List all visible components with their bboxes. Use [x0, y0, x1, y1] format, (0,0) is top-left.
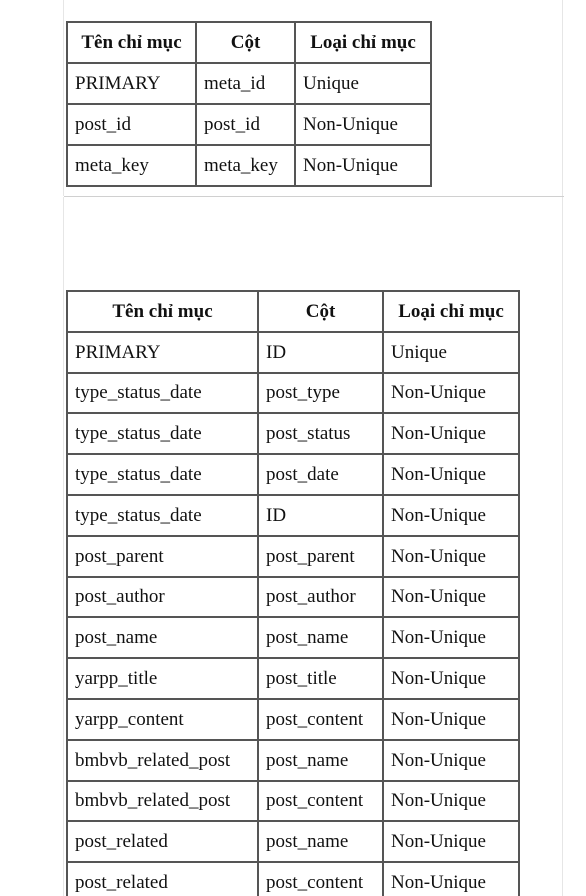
cell-column: post_content — [258, 862, 383, 896]
cell-index-name: yarpp_title — [67, 658, 258, 699]
cell-column: ID — [258, 332, 383, 373]
cell-index-type: Non-Unique — [383, 862, 519, 896]
header-index-name: Tên chỉ mục — [67, 291, 258, 332]
cell-index-name: type_status_date — [67, 373, 258, 414]
table-row — [67, 495, 519, 536]
cell-index-type: Non-Unique — [383, 373, 519, 414]
table-row — [67, 740, 519, 781]
postmeta-index-table — [66, 21, 432, 187]
cell-column: post_content — [258, 781, 383, 822]
table-header-row — [67, 291, 519, 332]
table-row — [67, 577, 519, 618]
table-row — [67, 781, 519, 822]
cell-index-name: PRIMARY — [67, 63, 196, 104]
cell-index-type: Non-Unique — [383, 658, 519, 699]
table-row — [67, 145, 431, 186]
cell-index-name: post_name — [67, 617, 258, 658]
content-border-right — [562, 0, 563, 196]
cell-column: meta_key — [196, 145, 295, 186]
cell-index-name: type_status_date — [67, 454, 258, 495]
cell-column: post_title — [258, 658, 383, 699]
cell-index-name: post_id — [67, 104, 196, 145]
table-row — [67, 617, 519, 658]
cell-column: post_author — [258, 577, 383, 618]
content-border-left — [63, 0, 64, 196]
cell-index-type: Non-Unique — [383, 617, 519, 658]
cell-index-type: Non-Unique — [383, 821, 519, 862]
cell-index-name: post_related — [67, 862, 258, 896]
cell-index-name: post_related — [67, 821, 258, 862]
cell-index-name: meta_key — [67, 145, 196, 186]
cell-index-type: Unique — [383, 332, 519, 373]
cell-index-type: Non-Unique — [383, 699, 519, 740]
cell-index-name: PRIMARY — [67, 332, 258, 373]
table-row — [67, 821, 519, 862]
content-border-left — [63, 197, 64, 896]
cell-column: post_parent — [258, 536, 383, 577]
cell-index-name: bmbvb_related_post — [67, 740, 258, 781]
table-row — [67, 332, 519, 373]
table-header-row — [67, 22, 431, 63]
cell-column: post_content — [258, 699, 383, 740]
header-index-name: Tên chỉ mục — [67, 22, 196, 63]
table-row — [67, 454, 519, 495]
posts-index-table — [66, 290, 520, 896]
cell-index-type: Non-Unique — [383, 495, 519, 536]
content-border-right — [562, 197, 563, 896]
cell-column: post_name — [258, 617, 383, 658]
table-row — [67, 862, 519, 896]
header-index-type: Loại chỉ mục — [383, 291, 519, 332]
table-row — [67, 658, 519, 699]
cell-column: ID — [258, 495, 383, 536]
cell-index-type: Non-Unique — [383, 454, 519, 495]
header-index-type: Loại chỉ mục — [295, 22, 431, 63]
cell-index-type: Non-Unique — [383, 413, 519, 454]
cell-column: post_id — [196, 104, 295, 145]
cell-index-type: Non-Unique — [383, 577, 519, 618]
cell-index-type: Non-Unique — [383, 781, 519, 822]
cell-column: post_name — [258, 821, 383, 862]
cell-index-name: post_author — [67, 577, 258, 618]
cell-index-name: yarpp_content — [67, 699, 258, 740]
cell-index-name: post_parent — [67, 536, 258, 577]
section-divider — [64, 196, 564, 197]
cell-column: post_name — [258, 740, 383, 781]
header-column: Cột — [196, 22, 295, 63]
cell-column: post_date — [258, 454, 383, 495]
cell-index-name: type_status_date — [67, 413, 258, 454]
cell-index-type: Non-Unique — [295, 104, 431, 145]
cell-column: meta_id — [196, 63, 295, 104]
cell-index-name: bmbvb_related_post — [67, 781, 258, 822]
cell-column: post_type — [258, 373, 383, 414]
table-row — [67, 413, 519, 454]
table-row — [67, 536, 519, 577]
cell-index-type: Unique — [295, 63, 431, 104]
table-row — [67, 104, 431, 145]
header-column: Cột — [258, 291, 383, 332]
cell-index-type: Non-Unique — [383, 740, 519, 781]
cell-index-type: Non-Unique — [295, 145, 431, 186]
table-row — [67, 699, 519, 740]
table-row — [67, 63, 431, 104]
cell-index-type: Non-Unique — [383, 536, 519, 577]
table-row — [67, 373, 519, 414]
cell-index-name: type_status_date — [67, 495, 258, 536]
cell-column: post_status — [258, 413, 383, 454]
